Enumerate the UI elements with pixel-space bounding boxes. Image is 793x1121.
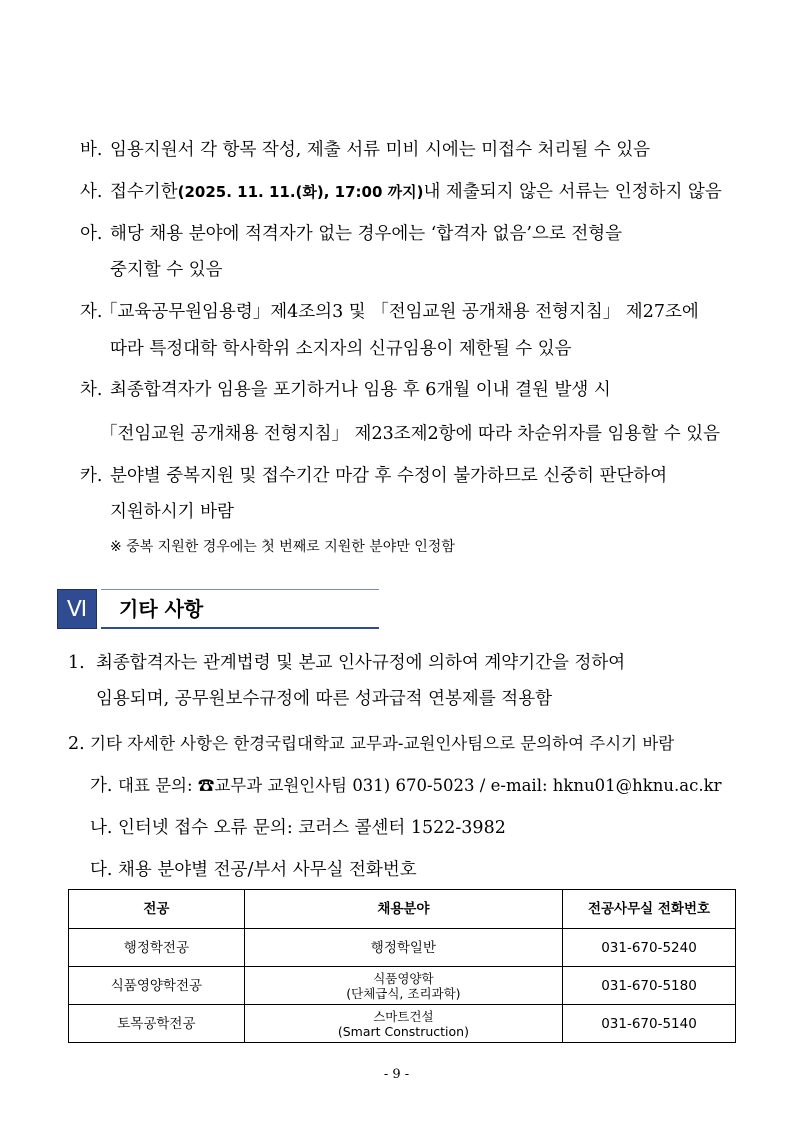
field-main: 행정학일반: [370, 939, 437, 956]
item-marker: 아.: [80, 224, 103, 244]
item-text: 기타 자세한 사항은 한경국립대학교 교무과-교원인사팀으로 문의하여 주시기 바람: [90, 734, 675, 753]
item-marker: 바.: [80, 140, 103, 160]
contact-line: [118, 774, 722, 798]
page-number: - 9 -: [383, 1067, 410, 1082]
item-text-line2: 임용되며, 공무원보수규정에 따른 성과급적 연봉제를 적용함: [96, 689, 552, 709]
item-text-line2: 지원하시기 바람: [110, 502, 234, 522]
table-header-field: 채용분야: [244, 890, 562, 929]
section-number-badge: Ⅵ: [57, 589, 97, 629]
item-text: 임용지원서 각 항목 작성, 제출 서류 미비 시에는 미접수 처리될 수 있음: [110, 140, 651, 160]
contact-info: 교무과 교원인사팀 031) 670-5023 / e-mail: hknu01@hknu.ac.kr: [214, 776, 722, 795]
section-title: 기타 사항: [119, 597, 204, 621]
deadline-label: 접수기한: [110, 182, 178, 202]
table-cell-field: [244, 1005, 562, 1043]
field-sub: (단체급식, 조리과학): [346, 985, 461, 1001]
department-phone-table: [68, 889, 736, 1043]
table-header-row: [69, 890, 736, 929]
item-text: 인터넷 접수 오류 문의: 코러스 콜센터 1522-3982: [118, 818, 506, 838]
item-text-line1: 「교육공무원임용령」제4조의3 및 「전임교원 공개채용 전형지침」 제27조에: [100, 302, 699, 322]
item-text-line1: 최종합격자가 임용을 포기하거나 임용 후 6개월 이내 결원 발생 시: [110, 380, 611, 400]
table-row: [69, 1005, 736, 1043]
deadline-rest: 내 제출되지 않은 서류는 인정하지 않음: [423, 182, 722, 202]
table-cell-field: [244, 929, 562, 967]
item-text-line1: 최종합격자는 관계법령 및 본교 인사규정에 의하여 계약기간을 정하여: [96, 653, 626, 673]
section-rule-bottom: [101, 627, 379, 629]
table-cell-major: 식품영양학전공: [69, 967, 245, 1005]
table-cell-phone: 031-670-5180: [563, 967, 736, 1005]
table-cell-major: 토목공학전공: [69, 1005, 245, 1043]
item-marker: 차.: [80, 380, 103, 400]
field-main: 식품영양학: [373, 970, 434, 986]
field-sub: (Smart Construction): [337, 1023, 469, 1039]
item-text-line2: 중지할 수 있음: [110, 260, 223, 280]
item-marker: 나.: [90, 818, 113, 838]
table-header-major: 전공: [69, 890, 245, 929]
phone-icon: ☎: [197, 776, 215, 795]
item-text: [110, 180, 722, 204]
item-marker: 가.: [90, 776, 113, 796]
table-row: [69, 929, 736, 967]
item-marker: 자.: [80, 302, 103, 322]
table-header-phone: 전공사무실 전화번호: [563, 890, 736, 929]
item-text-line1: 해당 채용 분야에 적격자가 없는 경우에는 ‘합격자 없음’으로 전형을: [110, 224, 623, 244]
deadline-date: (2025. 11. 11.(화), 17:00 까지): [177, 183, 424, 201]
section-rule-top: [101, 589, 379, 590]
item-text-line2: 따라 특정대학 학사학위 소지자의 신규임용이 제한될 수 있음: [110, 339, 572, 359]
item-marker: 카.: [80, 466, 103, 486]
section-header: [57, 589, 379, 629]
contact-label: 대표 문의:: [118, 776, 198, 795]
item-marker: 사.: [80, 182, 103, 202]
item-marker: 2.: [68, 734, 85, 754]
table-cell-major: 행정학전공: [69, 929, 245, 967]
field-main: 스마트건설: [373, 1008, 434, 1024]
item-marker: 1.: [68, 653, 85, 673]
table-cell-phone: 031-670-5240: [563, 929, 736, 967]
item-text: 채용 분야별 전공/부서 사무실 전화번호: [118, 860, 417, 880]
item-marker: 다.: [90, 860, 113, 880]
table-cell-field: [244, 967, 562, 1005]
item-text-line2: 「전임교원 공개채용 전형지침」 제23조제2항에 따라 차순위자를 임용할 수 있음: [100, 424, 721, 444]
duplicate-note: ※ 중복 지원한 경우에는 첫 번째로 지원한 분야만 인정함: [110, 539, 455, 555]
table-row: [69, 967, 736, 1005]
item-text-line1: 분야별 중복지원 및 접수기간 마감 후 수정이 불가하므로 신중히 판단하여: [110, 466, 668, 486]
table-cell-phone: 031-670-5140: [563, 1005, 736, 1043]
